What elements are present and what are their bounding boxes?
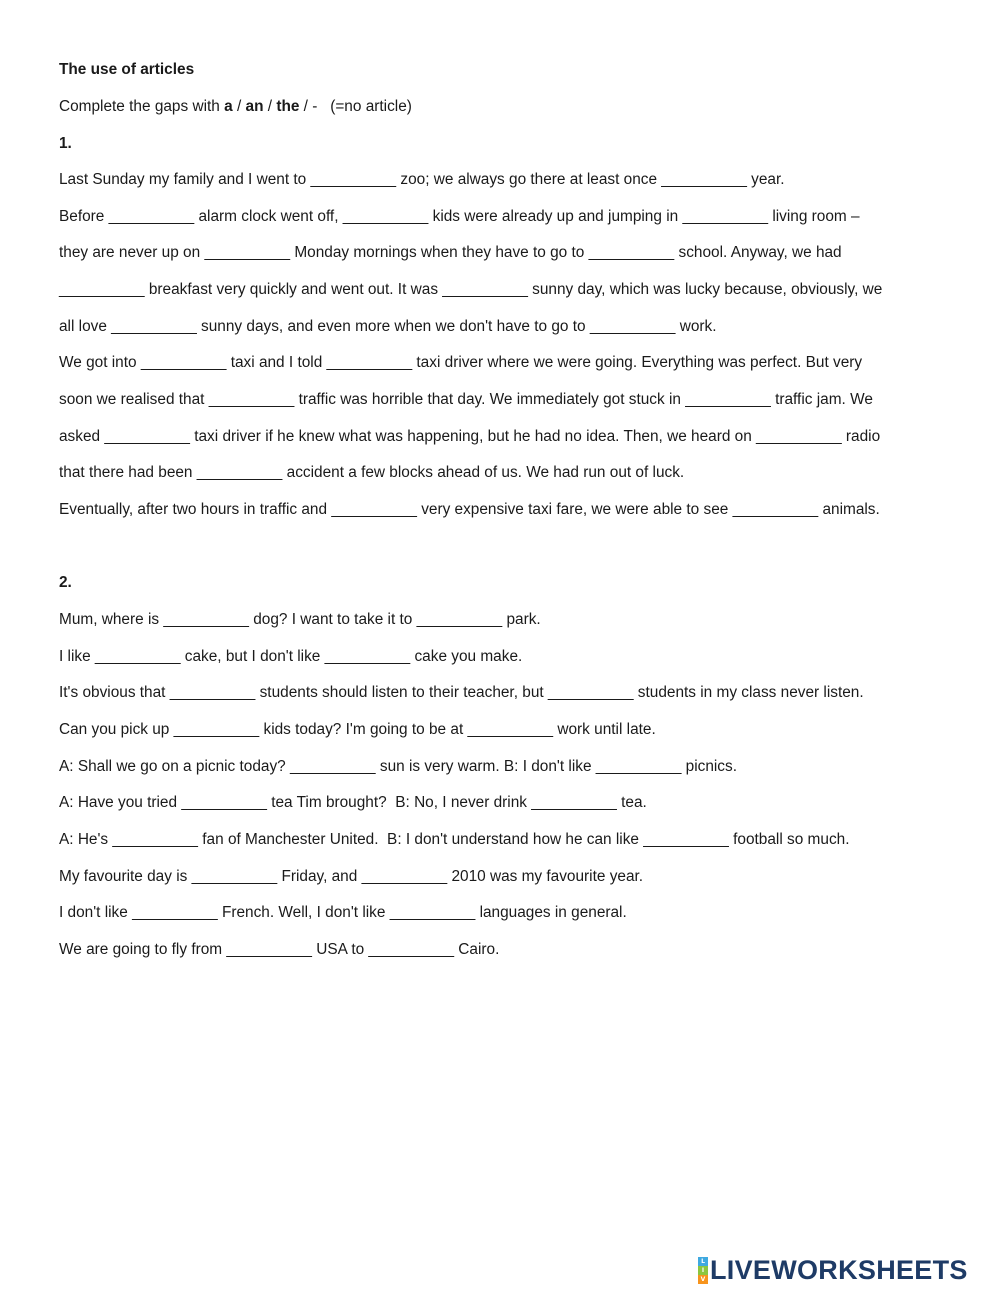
section1-line: Eventually, after two hours in traffic and __________ very expensive taxi fare, we were able to see __________ animals. [59,501,880,518]
logo-cube: L [698,1257,708,1266]
section1-line: We got into __________ taxi and I told __________ taxi driver where we were going. Everything was perfect. But very [59,354,863,371]
instructions-option-an: an [245,98,264,115]
worksheet-title: The use of articles [59,61,195,78]
instructions-suffix: / - (=no article) [299,98,412,115]
section1-line: that there had been __________ accident a few blocks ahead of us. We had run out of luck. [59,464,685,481]
section2-sentence: Mum, where is __________ dog? I want to take it to __________ park. [59,611,541,628]
section1-line: Before __________ alarm clock went off, __________ kids were already up and jumping in __________ living room – [59,208,860,225]
instructions [59,97,412,117]
section2-sentence: Can you pick up __________ kids today? I'm going to be at __________ work until late. [59,721,656,738]
instructions-sep1: / [232,98,246,115]
section1-number: 1. [59,135,72,152]
section2-sentence: We are going to fly from __________ USA to __________ Cairo. [59,941,500,958]
instructions-option-the: the [276,98,300,115]
section1-line: Last Sunday my family and I went to __________ zoo; we always go there at least once __________ year. [59,171,785,188]
logo-cube: V [698,1275,708,1284]
section2-sentence: A: Shall we go on a picnic today? __________ sun is very warm. B: I don't like __________ picnics. [59,758,737,775]
section1-line: they are never up on __________ Monday mornings when they have to go to __________ school. Anyway, we had [59,244,842,261]
section2-sentence: It's obvious that __________ students should listen to their teacher, but __________ students in my class never listen. [59,684,864,701]
instructions-option-a: a [224,98,233,115]
section2-number: 2. [59,574,72,591]
section2-sentence: I like __________ cake, but I don't like __________ cake you make. [59,648,523,665]
section1-line: asked __________ taxi driver if he knew what was happening, but he had no idea. Then, we heard on __________ radio [59,428,881,445]
section1-line: __________ breakfast very quickly and went out. It was __________ sunny day, which was lucky because, obviously, we [59,281,883,298]
logo-cubes-icon [698,1257,708,1284]
logo-text: LIVEWORKSHEETS [710,1255,968,1285]
instructions-prefix: Complete the gaps with [59,98,225,115]
logo-cube: I [698,1266,708,1275]
instructions-sep2: / [263,98,277,115]
section2-sentence: I don't like __________ French. Well, I don't like __________ languages in general. [59,904,627,921]
section2-sentence: A: He's __________ fan of Manchester United. B: I don't understand how he can like __________ football so much. [59,831,850,848]
section2-sentence: My favourite day is __________ Friday, and __________ 2010 was my favourite year. [59,868,644,885]
liveworksheets-logo [698,1256,968,1284]
section1-line: all love __________ sunny days, and even more when we don't have to go to __________ work. [59,318,717,335]
section1-line: soon we realised that __________ traffic was horrible that day. We immediately got stuck in __________ traffic jam. We [59,391,873,408]
section2-sentence: A: Have you tried __________ tea Tim brought? B: No, I never drink __________ tea. [59,794,647,811]
